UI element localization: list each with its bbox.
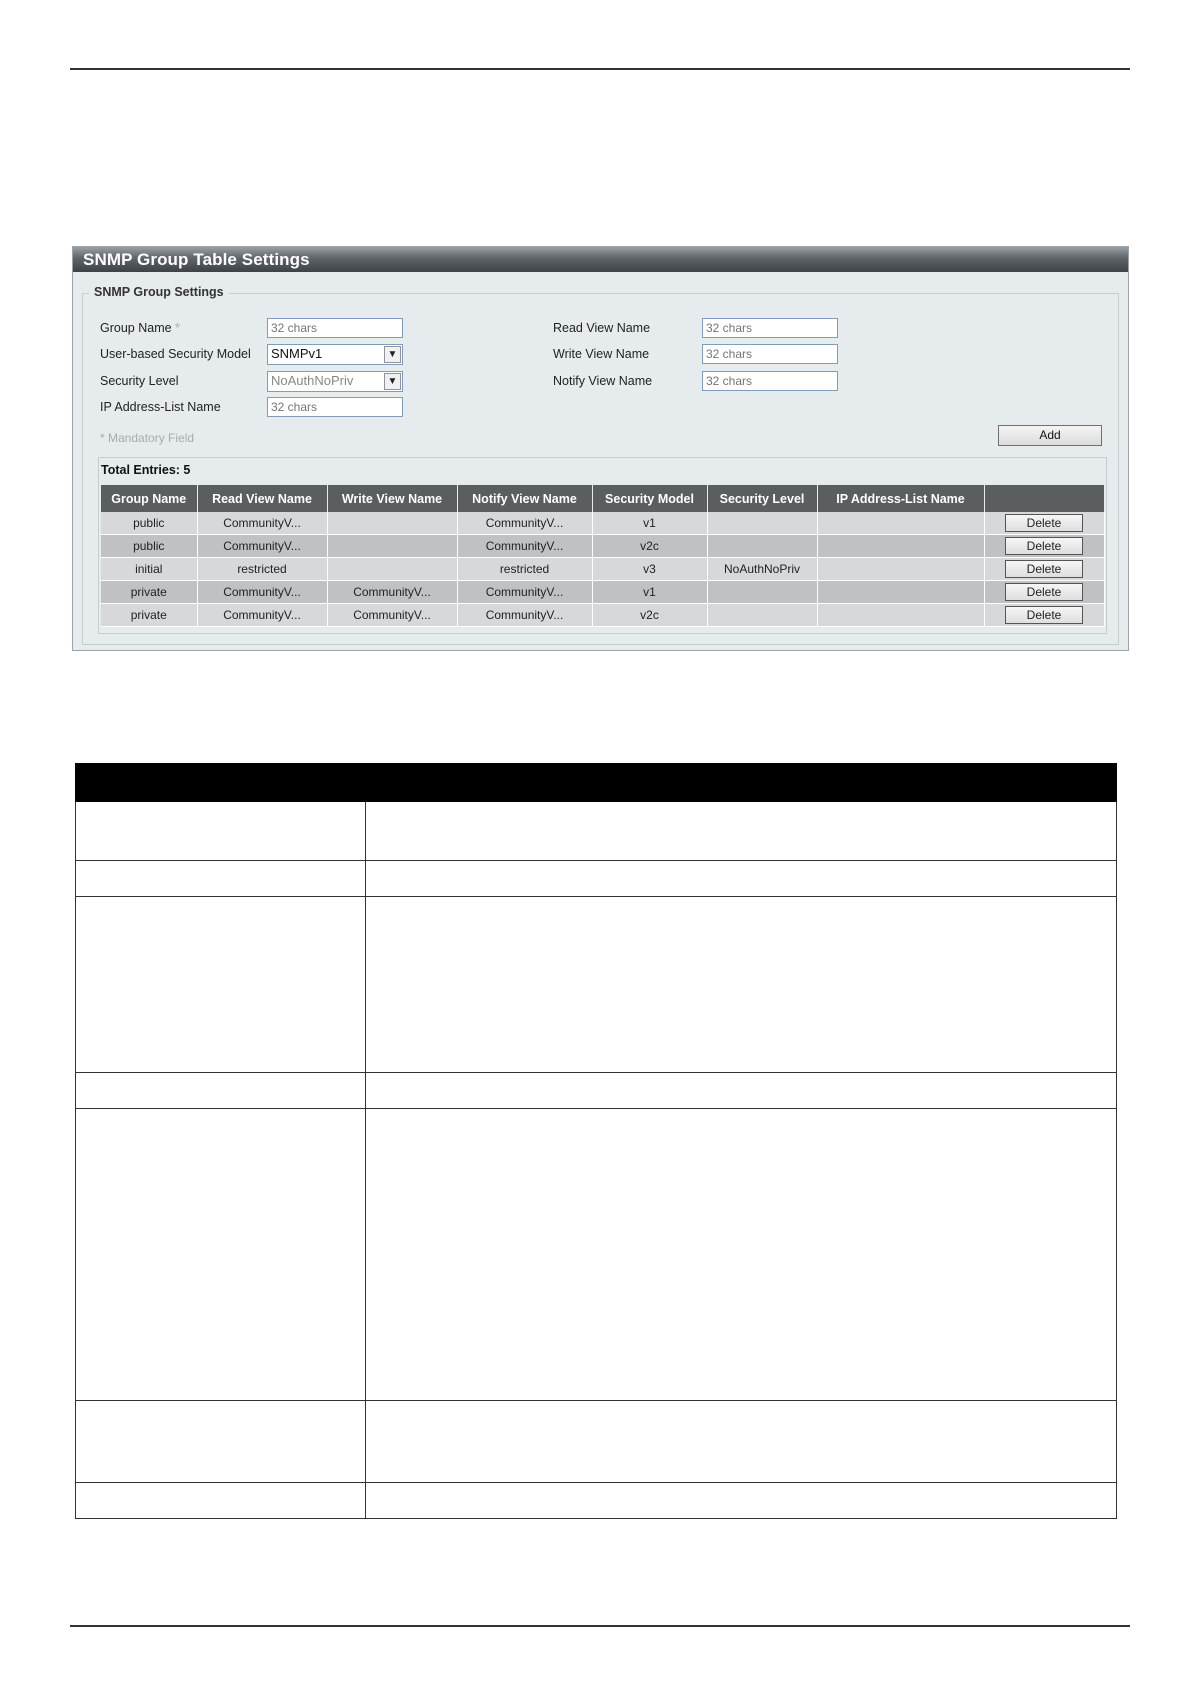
desc-row	[76, 802, 1117, 861]
snmp-group-settings-fieldset	[82, 285, 1119, 645]
write-view-label: Write View Name	[553, 347, 650, 361]
cell-ip-address-list	[817, 604, 984, 627]
cell-security-model: v3	[592, 558, 707, 581]
cell-security-model: v2c	[592, 535, 707, 558]
write-view-input[interactable]	[702, 344, 838, 364]
panel-title: SNMP Group Table Settings	[73, 247, 1128, 272]
ip-address-list-input[interactable]	[267, 397, 403, 417]
delete-button[interactable]: Delete	[1005, 514, 1083, 532]
desc-text-cell	[366, 1483, 1117, 1519]
security-model-value: SNMPv1	[271, 346, 323, 361]
desc-param-cell	[76, 1073, 366, 1109]
entries-box	[98, 457, 1107, 634]
cell-group-name: initial	[101, 558, 197, 581]
desc-param-cell	[76, 1483, 366, 1519]
cell-group-name: private	[101, 604, 197, 627]
desc-param-cell	[76, 897, 366, 1073]
mandatory-field-note: * Mandatory Field	[100, 431, 195, 445]
cell-security-model: v1	[592, 581, 707, 604]
read-view-input[interactable]	[702, 318, 838, 338]
desc-param-cell	[76, 1401, 366, 1483]
col-header-action	[984, 485, 1104, 512]
delete-button[interactable]: Delete	[1005, 606, 1083, 624]
col-header-read-view: Read View Name	[197, 485, 327, 512]
table-row	[101, 512, 1104, 535]
cell-ip-address-list	[817, 535, 984, 558]
ip-address-list-label: IP Address-List Name	[100, 400, 221, 414]
desc-text-cell	[366, 1401, 1117, 1483]
cell-ip-address-list	[817, 558, 984, 581]
cell-read-view: CommunityV...	[197, 535, 327, 558]
desc-text-cell	[366, 1109, 1117, 1401]
parameter-description-table	[75, 763, 1117, 1519]
desc-header-parameter	[76, 764, 366, 802]
security-level-value: NoAuthNoPriv	[271, 373, 354, 388]
cell-security-level	[707, 581, 817, 604]
cell-write-view: CommunityV...	[327, 604, 457, 627]
cell-notify-view: CommunityV...	[457, 535, 592, 558]
bottom-rule	[70, 1625, 1130, 1627]
security-level-label: Security Level	[100, 374, 179, 388]
group-table	[101, 485, 1105, 627]
desc-row	[76, 1401, 1117, 1483]
table-row	[101, 604, 1104, 627]
desc-text-cell	[366, 1073, 1117, 1109]
cell-notify-view: CommunityV...	[457, 512, 592, 535]
delete-button[interactable]: Delete	[1005, 583, 1083, 601]
desc-text-cell	[366, 802, 1117, 861]
fieldset-legend: SNMP Group Settings	[89, 285, 229, 299]
cell-read-view: CommunityV...	[197, 581, 327, 604]
top-rule	[70, 68, 1130, 70]
cell-action	[984, 604, 1104, 627]
cell-write-view	[327, 535, 457, 558]
required-mark: *	[175, 321, 180, 335]
cell-ip-address-list	[817, 512, 984, 535]
group-name-input[interactable]	[267, 318, 403, 338]
cell-security-model: v1	[592, 512, 707, 535]
cell-action	[984, 512, 1104, 535]
desc-row	[76, 861, 1117, 897]
col-header-security-model: Security Model	[592, 485, 707, 512]
col-header-write-view: Write View Name	[327, 485, 457, 512]
desc-row	[76, 1483, 1117, 1519]
desc-header-description	[366, 764, 1117, 802]
table-row	[101, 558, 1104, 581]
notify-view-input[interactable]	[702, 371, 838, 391]
notify-view-label: Notify View Name	[553, 374, 653, 388]
cell-security-level: NoAuthNoPriv	[707, 558, 817, 581]
col-header-notify-view: Notify View Name	[457, 485, 592, 512]
cell-read-view: CommunityV...	[197, 604, 327, 627]
security-model-select[interactable]	[267, 344, 403, 365]
col-header-group-name: Group Name	[101, 485, 197, 512]
desc-text-cell	[366, 897, 1117, 1073]
cell-action	[984, 535, 1104, 558]
cell-read-view: CommunityV...	[197, 512, 327, 535]
table-header-row	[101, 485, 1104, 512]
cell-notify-view: restricted	[457, 558, 592, 581]
desc-param-cell	[76, 1109, 366, 1401]
cell-action	[984, 581, 1104, 604]
cell-security-level	[707, 535, 817, 558]
cell-write-view: CommunityV...	[327, 581, 457, 604]
cell-notify-view: CommunityV...	[457, 581, 592, 604]
table-row	[101, 535, 1104, 558]
group-name-label: Group Name *	[100, 321, 180, 335]
read-view-label: Read View Name	[553, 321, 651, 335]
cell-security-model: v2c	[592, 604, 707, 627]
desc-row	[76, 897, 1117, 1073]
col-header-ip-address-list: IP Address-List Name	[817, 485, 984, 512]
cell-group-name: public	[101, 512, 197, 535]
cell-security-level	[707, 512, 817, 535]
table-row	[101, 581, 1104, 604]
cell-write-view	[327, 558, 457, 581]
delete-button[interactable]: Delete	[1005, 537, 1083, 555]
desc-text-cell	[366, 861, 1117, 897]
chevron-down-icon: ▼	[384, 373, 401, 390]
cell-ip-address-list	[817, 581, 984, 604]
desc-row	[76, 1073, 1117, 1109]
desc-header-row	[76, 764, 1117, 802]
cell-action	[984, 558, 1104, 581]
desc-param-cell	[76, 802, 366, 861]
desc-row	[76, 1109, 1117, 1401]
cell-security-level	[707, 604, 817, 627]
security-model-label: User-based Security Model	[100, 347, 251, 361]
total-entries: Total Entries: 5	[101, 463, 191, 477]
cell-notify-view: CommunityV...	[457, 604, 592, 627]
cell-group-name: private	[101, 581, 197, 604]
cell-write-view	[327, 512, 457, 535]
snmp-group-panel	[72, 246, 1129, 651]
cell-read-view: restricted	[197, 558, 327, 581]
col-header-security-level: Security Level	[707, 485, 817, 512]
security-level-select[interactable]	[267, 371, 403, 392]
desc-param-cell	[76, 861, 366, 897]
chevron-down-icon: ▼	[384, 346, 401, 363]
delete-button[interactable]: Delete	[1005, 560, 1083, 578]
add-button[interactable]: Add	[998, 425, 1102, 446]
cell-group-name: public	[101, 535, 197, 558]
